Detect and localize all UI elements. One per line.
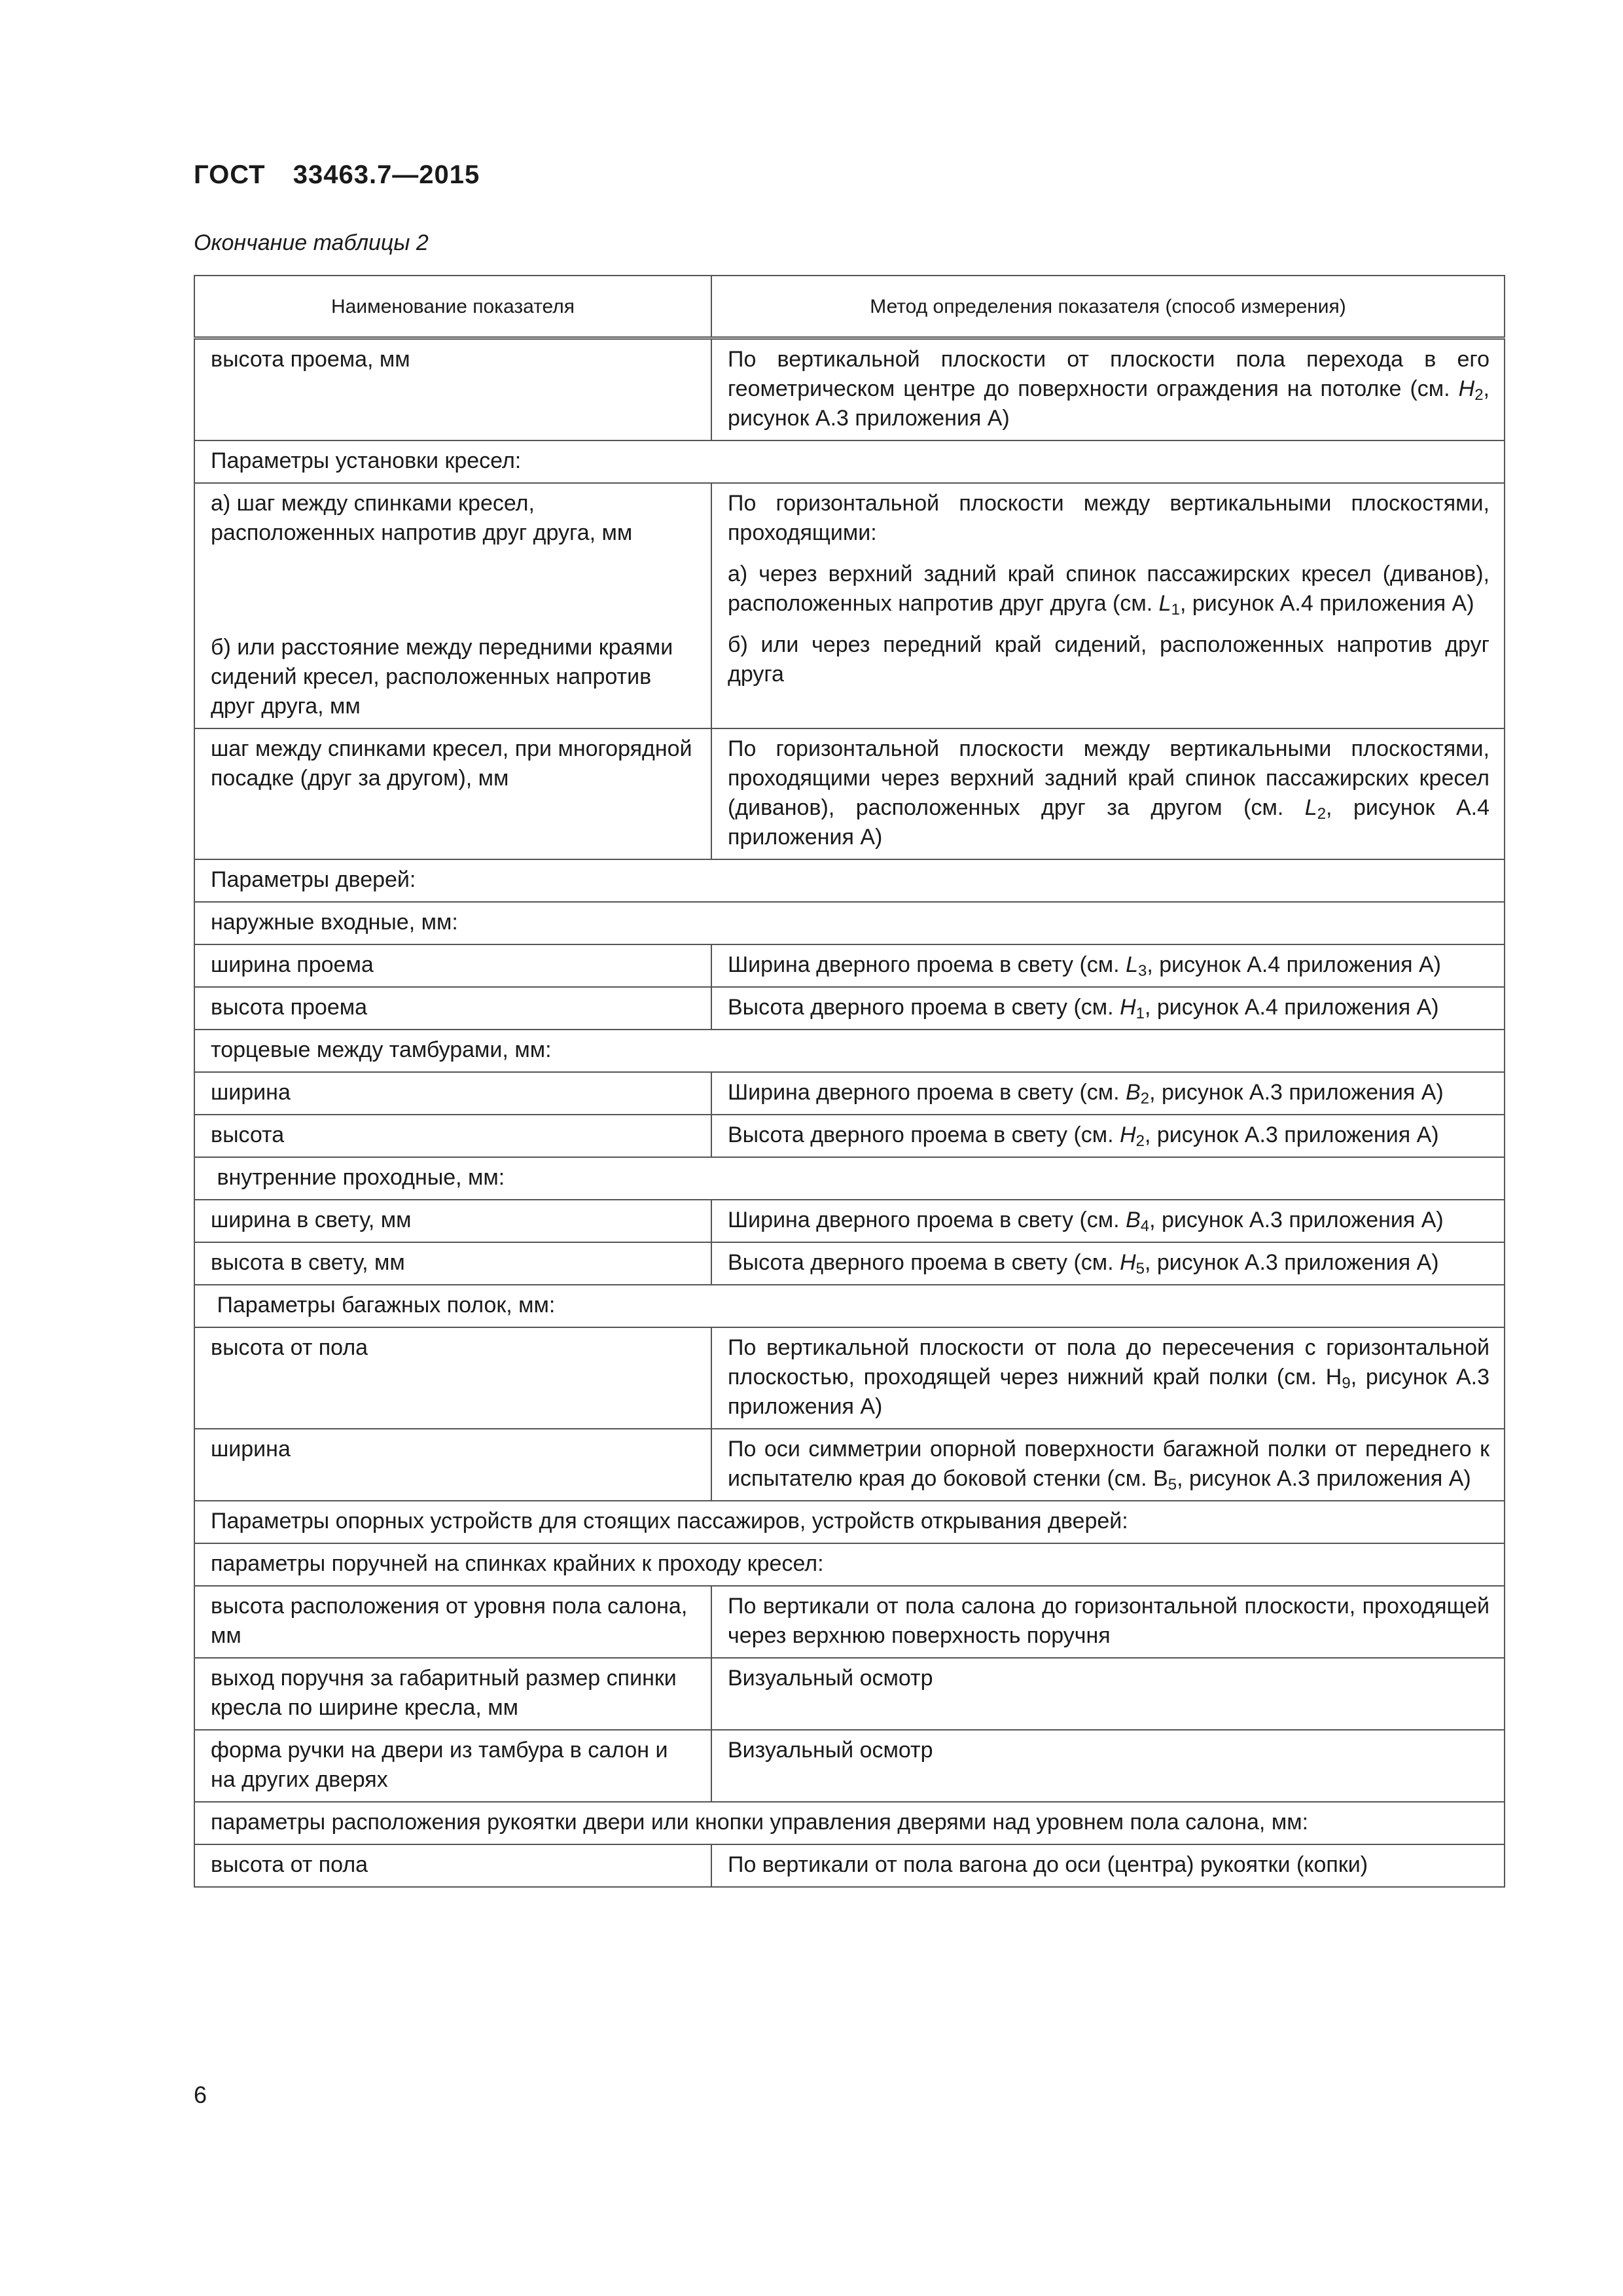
text-run: Визуальный осмотр — [728, 1738, 933, 1763]
table-row — [194, 338, 1505, 441]
section-row — [194, 1285, 1505, 1327]
subscript: 5 — [1168, 1476, 1177, 1494]
section-label: параметры расположения рукоятки двери или кнопки управления дверями над уровнем пола салона, мм: — [194, 1802, 1505, 1844]
indicator-name: ширина в свету, мм — [194, 1200, 711, 1242]
indicator-name-part: а) шаг между спинками кресел, расположенных напротив друг друга, мм — [211, 491, 633, 545]
symbol: B — [1126, 1208, 1141, 1232]
indicator-name: высота от пола — [194, 1844, 711, 1887]
method-paragraph — [728, 1206, 1489, 1235]
table-row — [194, 1242, 1505, 1285]
section-label: наружные входные, мм: — [194, 902, 1505, 944]
subscript: 5 — [1135, 1260, 1145, 1278]
measurement-method — [711, 338, 1505, 441]
method-paragraph — [728, 630, 1489, 689]
subscript: 2 — [1135, 1132, 1145, 1150]
table-row — [194, 1327, 1505, 1429]
section-label: параметры поручней на спинках крайних к проходу кресел: — [194, 1543, 1505, 1586]
indicator-name: шаг между спинками кресел, при многорядной посадке (друг за другом), мм — [194, 728, 711, 859]
text-run: Высота дверного проема в свету (см. — [728, 995, 1120, 1020]
measurement-method — [711, 1115, 1505, 1157]
measurement-method — [711, 1658, 1505, 1730]
section-row — [194, 1501, 1505, 1543]
column-header-indicator: Наименование показателя — [194, 276, 711, 338]
text-run: , рисунок А.4 приложения А) — [1179, 591, 1474, 616]
method-paragraph — [728, 1664, 1489, 1693]
text-run: , рисунок А.3 приложения А) — [1145, 1122, 1439, 1147]
text-run: По оси симметрии опорной поверхности багажной полки от переднего к испытателю края до боковой стенки (см. B — [728, 1437, 1489, 1491]
standard-prefix: ГОСТ — [194, 160, 266, 189]
indicator-name-part: б) или расстояние между передними краями сидений кресел, расположенных напротив друг друга, мм — [211, 635, 673, 719]
indicator-name: высота в свету, мм — [194, 1242, 711, 1285]
text-run: , рисунок А.3 приложения А) — [728, 376, 1489, 431]
method-paragraph — [728, 345, 1489, 433]
measurement-method — [711, 1327, 1505, 1429]
measurement-method — [711, 944, 1505, 987]
table-row — [194, 483, 1505, 728]
table-row — [194, 1429, 1505, 1501]
subscript: 4 — [1140, 1217, 1150, 1235]
method-paragraph — [728, 1435, 1489, 1494]
table-row — [194, 1844, 1505, 1887]
measurement-method — [711, 987, 1505, 1030]
symbol: B — [1126, 1080, 1141, 1105]
table-row — [194, 1115, 1505, 1157]
symbol: H — [1120, 1122, 1136, 1147]
indicator-name: высота расположения от уровня пола салона, мм — [194, 1586, 711, 1658]
text-run: , рисунок А.4 приложения А) — [728, 795, 1489, 850]
indicator-name: выход поручня за габаритный размер спинки кресла по ширине кресла, мм — [194, 1658, 711, 1730]
measurement-method — [711, 1242, 1505, 1285]
indicator-name: форма ручки на двери из тамбура в салон и на других дверях — [194, 1730, 711, 1802]
method-paragraph — [728, 1248, 1489, 1278]
text-run: а) через верхний задний край спинок пассажирских кресел (диванов), расположенных напротив друг друга (см. — [728, 562, 1489, 616]
indicator-name: высота проема — [194, 987, 711, 1030]
table-row — [194, 987, 1505, 1030]
table-body — [194, 276, 1505, 1887]
table-header-row — [194, 276, 1505, 338]
indicator-name: высота — [194, 1115, 711, 1157]
subscript: 3 — [1137, 962, 1147, 980]
section-row — [194, 1157, 1505, 1200]
indicator-name: высота от пола — [194, 1327, 711, 1429]
section-row — [194, 1802, 1505, 1844]
indicator-name: ширина — [194, 1429, 711, 1501]
symbol: H — [1120, 995, 1136, 1020]
text-run: По вертикальной плоскости от плоскости пола перехода в его геометрическом центре до поверхности ограждения на потолке (см. — [728, 347, 1489, 401]
method-paragraph — [728, 489, 1489, 548]
measurement-method — [711, 1586, 1505, 1658]
method-paragraph — [728, 993, 1489, 1022]
subscript: 2 — [1140, 1090, 1150, 1107]
table-row — [194, 1658, 1505, 1730]
column-header-method: Метод определения показателя (способ измерения) — [711, 276, 1505, 338]
indicator-name: высота проема, мм — [194, 338, 711, 441]
measurement-method — [711, 728, 1505, 859]
method-paragraph — [728, 1078, 1489, 1107]
text-run: Высота дверного проема в свету (см. — [728, 1250, 1120, 1275]
document-header — [194, 160, 480, 190]
text-run: Высота дверного проема в свету (см. — [728, 1122, 1120, 1147]
method-paragraph — [728, 950, 1489, 980]
page-number: 6 — [194, 2081, 207, 2108]
text-run: По вертикали от пола салона до горизонтальной плоскости, проходящей через верхнюю поверхность поручня — [728, 1594, 1489, 1648]
text-run: , рисунок А.3 приложения А) — [1145, 1250, 1439, 1275]
text-run: , рисунок А.3 приложения А) — [1149, 1208, 1444, 1232]
indicator-name: ширина проема — [194, 944, 711, 987]
measurement-method — [711, 483, 1505, 728]
text-run: , рисунок А.4 приложения А) — [1145, 995, 1439, 1020]
parameters-table — [194, 275, 1505, 1888]
measurement-method — [711, 1730, 1505, 1802]
method-paragraph — [728, 734, 1489, 852]
table-row — [194, 1200, 1505, 1242]
subscript: 9 — [1342, 1374, 1351, 1392]
subscript: 1 — [1135, 1005, 1145, 1022]
method-paragraph — [728, 1592, 1489, 1651]
text-run: , рисунок А.4 приложения А) — [1147, 952, 1441, 977]
symbol: L — [1126, 952, 1138, 977]
method-paragraph — [728, 1736, 1489, 1765]
text-run: , рисунок А.3 приложения А) — [1149, 1080, 1444, 1105]
table-caption: Окончание таблицы 2 — [194, 230, 429, 255]
method-paragraph — [728, 1850, 1489, 1880]
method-paragraph — [728, 560, 1489, 619]
indicator-name — [194, 483, 711, 728]
subscript: 1 — [1171, 601, 1180, 619]
table-row — [194, 1072, 1505, 1115]
subscript: 2 — [1474, 386, 1484, 404]
standard-number: 33463.7—2015 — [293, 160, 480, 189]
text-run: , рисунок А.3 приложения А) — [728, 1365, 1489, 1419]
method-paragraph — [728, 1333, 1489, 1422]
section-label: Параметры установки кресел: — [194, 440, 1505, 483]
section-row — [194, 902, 1505, 944]
measurement-method — [711, 1072, 1505, 1115]
text-run: По горизонтальной плоскости между вертикальными плоскостями, проходящими: — [728, 491, 1489, 545]
section-row — [194, 1543, 1505, 1586]
symbol: L — [1304, 795, 1317, 820]
text-run: Ширина дверного проема в свету (см. — [728, 952, 1126, 977]
text-run: Ширина дверного проема в свету (см. — [728, 1208, 1126, 1232]
subscript: 2 — [1317, 805, 1327, 823]
text-run: Визуальный осмотр — [728, 1666, 933, 1691]
text-run: б) или через передний край сидений, расположенных напротив друг друга — [728, 632, 1489, 687]
table-row — [194, 728, 1505, 859]
table-row — [194, 1730, 1505, 1802]
section-row — [194, 440, 1505, 483]
section-label: Параметры дверей: — [194, 859, 1505, 902]
symbol: L — [1158, 591, 1171, 616]
measurement-method — [711, 1200, 1505, 1242]
measurement-method — [711, 1844, 1505, 1887]
measurement-method — [711, 1429, 1505, 1501]
text-run: , рисунок А.3 приложения А) — [1177, 1466, 1471, 1491]
table-row — [194, 1586, 1505, 1658]
section-label: Параметры опорных устройств для стоящих пассажиров, устройств открывания дверей: — [194, 1501, 1505, 1543]
method-paragraph — [728, 1121, 1489, 1150]
section-row — [194, 859, 1505, 902]
section-label: торцевые между тамбурами, мм: — [194, 1030, 1505, 1072]
indicator-name: ширина — [194, 1072, 711, 1115]
section-row — [194, 1030, 1505, 1072]
text-run: Ширина дверного проема в свету (см. — [728, 1080, 1126, 1105]
symbol: H — [1458, 376, 1475, 401]
text-run: По вертикали от пола вагона до оси (центра) рукоятки (копки) — [728, 1852, 1368, 1877]
text-run: По горизонтальной плоскости между вертикальными плоскостями, проходящими через верхний задний край спинок пассажирских кресел (диванов), расположенных друг за другом (см. — [728, 736, 1489, 820]
text-run: По вертикальной плоскости от пола до пересечения с горизонтальной плоскостью, проходящей через нижний край полки (см. H — [728, 1335, 1489, 1390]
table-row — [194, 944, 1505, 987]
section-label: Параметры багажных полок, мм: — [194, 1285, 1505, 1327]
section-label: внутренние проходные, мм: — [194, 1157, 1505, 1200]
symbol: H — [1120, 1250, 1136, 1275]
